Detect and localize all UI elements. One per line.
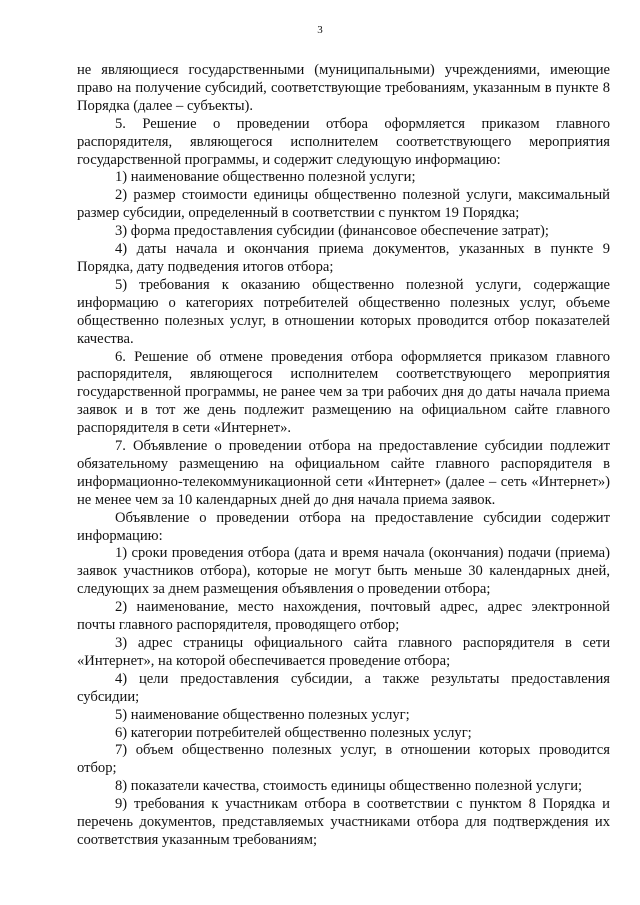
list-item: 1) сроки проведения отбора (дата и время начала (окончания) подачи (приема) заявок участников отбора), которые не могут быть меньше 30 календарных дней, следующих за днем размещения объявления о проведении отбора; [77,545,610,598]
paragraph-clause-5: 5. Решение о проведении отбора оформляется приказом главного распорядителя, являющегося исполнителем соответствующего мероприятия государственной программы, и содержит следующую информацию: [77,115,610,168]
list-item: 3) форма предоставления субсидии (финансовое обеспечение затрат); [115,223,549,240]
list-item: 1) наименование общественно полезной услуги; [115,169,416,186]
list-item: 2) наименование, место нахождения, почтовый адрес, адрес электронной почты главного распорядителя, проводящего отбор; [77,599,610,634]
list-item: 4) цели предоставления субсидии, а также результаты предоставления субсидии; [77,670,610,705]
list-item: 7) объем общественно полезных услуг, в отношении которых проводится отбор; [77,742,610,777]
list-item: 2) размер стоимости единицы общественно полезной услуги, максимальный размер субсидии, определенный в соответствии с пунктом 19 Порядка; [77,187,610,222]
paragraph-clause-7: 7. Объявление о проведении отбора на предоставление субсидии подлежит обязательному размещению на официальном сайте главного распорядителя в информационно-телекоммуникационной сети «Интернет» (далее – сеть «Интернет») не менее чем за 10 календарных дней до дня начала приема заявок. [77,438,610,508]
paragraph-announcement: Объявление о проведении отбора на предоставление субсидии содержит информацию: [77,509,610,544]
paragraph-clause-6: 6. Решение об отмене проведения отбора оформляется приказом главного распорядителя, являющегося исполнителем соответствующего мероприятия государственной программы, не ранее чем за три рабочих дня до даты начала приема заявок и в тот же день подлежит размещению на официальном сайте главного распорядителя в сети «Интернет». [77,348,610,437]
list-item: 8) показатели качества, стоимость единицы общественно полезной услуги; [115,778,583,795]
list-item: 3) адрес страницы официального сайта главного распорядителя в сети «Интернет», на которой обеспечивается проведение отбора; [77,635,610,669]
page-number: 3 [317,24,323,36]
list-item: 5) наименование общественно полезных услуг; [115,706,410,723]
list-item: 4) даты начала и окончания приема документов, указанных в пункте 9 Порядка, дату подведения итогов отбора; [77,241,610,275]
list-item: 5) требования к оказанию общественно полезной услуги, содержащие информацию о категориях потребителей общественно полезных услуг, объеме общественно полезных услуг, в отношении которых проводится отбор показателей качества. [77,276,610,347]
document-body [77,62,610,850]
list-item: 9) требования к участникам отбора в соответствии с пунктом 8 Порядка и перечень документов, представляемых участниками отбора для подтверждения их соответствия указанным требованиям; [77,796,610,848]
list-item: 6) категории потребителей общественно полезных услуг; [115,724,472,741]
paragraph-continuation: не являющиеся государственными (муниципальными) учреждениями, имеющие право на получение субсидий, соответствующие требованиям, указанным в пункте 8 Порядка (далее – субъекты). [77,62,610,114]
